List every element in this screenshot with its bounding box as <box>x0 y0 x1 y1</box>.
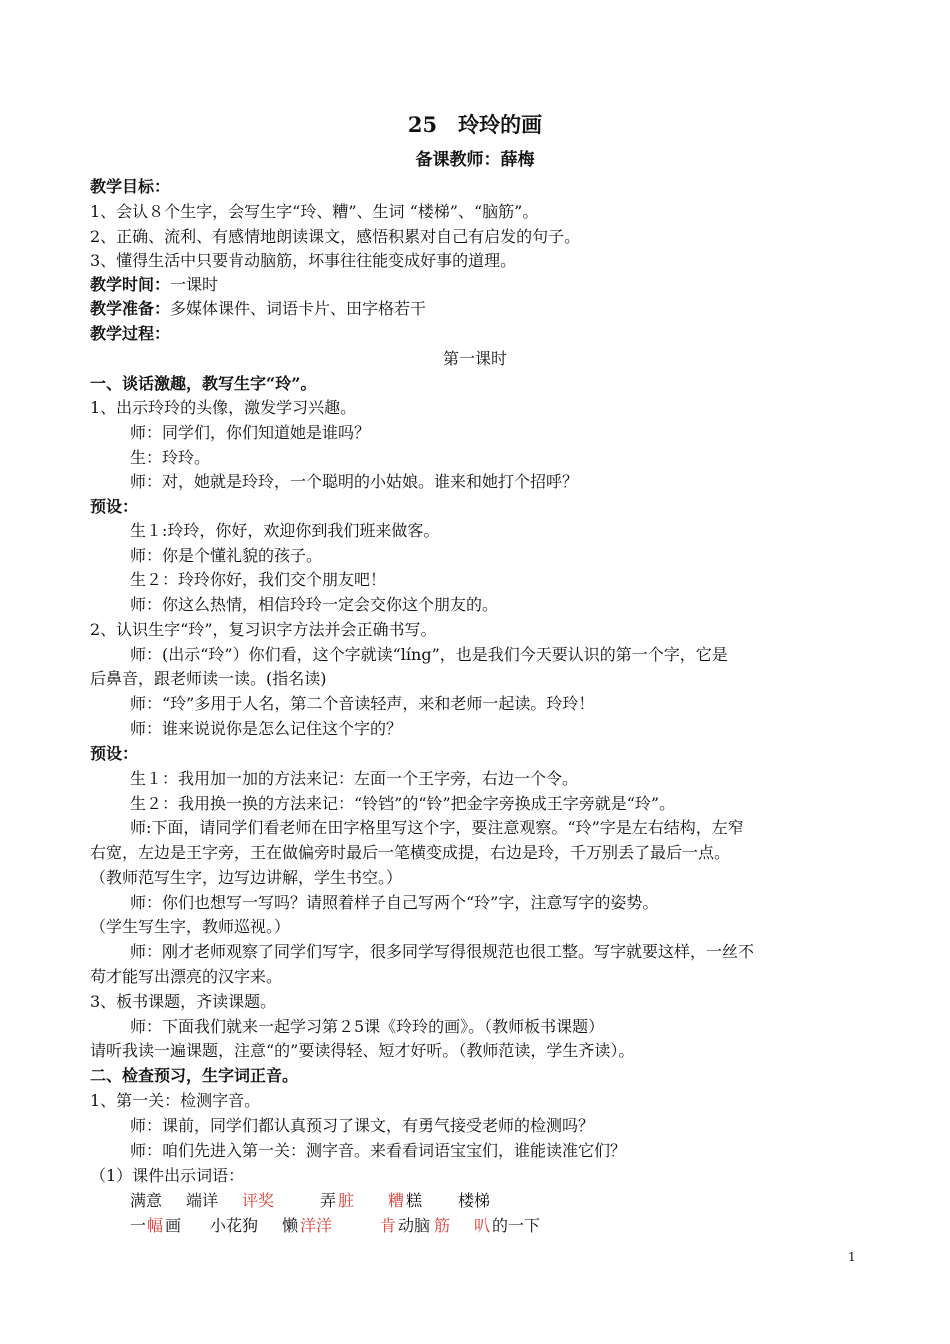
dialogue-line: 师：咱们先进入第一关：测字音。来看看词语宝宝们，谁能读准它们？ <box>130 1141 627 1160</box>
teaching-time-label: 教学时间： <box>90 275 171 294</box>
dialogue-line: 师:下面，请同学们看老师在田字格里写这个字，要注意观察。“玲”字是左右结构，左窄 <box>130 818 744 837</box>
teaching-prep-value: 多媒体课件、词语卡片、田字格若干 <box>170 299 427 318</box>
vocab-char-highlight: 糟 <box>388 1191 405 1210</box>
dialogue-line: 后鼻音，跟老师读一读。(指名读) <box>90 669 327 688</box>
dialogue-line: 生１：我用加一加的方法来记：左面一个王字旁，右边一个令。 <box>130 769 579 788</box>
dialogue-line: 师：你这么热情，相信玲玲一定会交你这个朋友的。 <box>130 595 499 614</box>
dialogue-line: （教师范写生字，边写边讲解，学生书空。） <box>90 868 403 887</box>
dialogue-line: 生１:玲玲，你好，欢迎你到我们班来做客。 <box>130 521 440 540</box>
vocab-word-part: 的一下 <box>492 1216 541 1235</box>
dialogue-line: 师：谁来说说你是怎么记住这个字的？ <box>130 719 403 738</box>
process-heading: 教学过程： <box>90 324 171 343</box>
vocab-word-part: 一 <box>130 1216 147 1235</box>
objective-3: 3、懂得生活中只要肯动脑筋，坏事往往能变成好事的道理。 <box>90 251 517 270</box>
dialogue-line: 右宽，左边是王字旁，王在做偏旁时最后一笔横变成提，右边是玲，千万别丢了最后一点。 <box>90 843 731 862</box>
vocab-char-highlight: 肯 <box>380 1216 397 1235</box>
section1-step2: 2、认识生字“玲”，复习识字方法并会正确书写。 <box>90 620 437 639</box>
lesson-title: 25 玲玲的画 <box>407 112 543 137</box>
vocab-word-part: 动脑 <box>398 1216 431 1235</box>
lesson-label: 第一课时 <box>442 349 507 368</box>
vocab-word-part: 糕 <box>406 1191 423 1210</box>
vocab-word: 楼梯 <box>458 1191 491 1210</box>
dialogue-line: 师：刚才老师观察了同学们写字，很多同学写得很规范也很工整。写字就要这样，一丝不 <box>130 942 755 961</box>
vocab-word-part: 画 <box>165 1216 182 1235</box>
dialogue-line: 师：对，她就是玲玲，一个聪明的小姑娘。谁来和她打个招呼？ <box>130 472 579 491</box>
teaching-time-value: 一课时 <box>170 275 219 294</box>
dialogue-line: 苟才能写出漂亮的汉字来。 <box>90 967 283 986</box>
teaching-time <box>90 275 870 295</box>
vocab-word-highlight: 评奖 <box>242 1191 275 1210</box>
vocab-char-highlight: 筋 <box>434 1216 451 1235</box>
section1-heading: 一、谈话激趣，教写生字“玲”。 <box>90 374 317 393</box>
section2-heading: 二、检查预习，生字词正音。 <box>90 1066 299 1085</box>
vocab-word-part: 懒 <box>282 1216 299 1235</box>
vocab-char-highlight: 脏 <box>338 1191 355 1210</box>
section2-step1: 1、第一关：检测字音。 <box>90 1091 261 1110</box>
vocab-char-highlight: 幅 <box>147 1216 164 1235</box>
teaching-prep-label: 教学准备： <box>90 299 171 318</box>
objective-1: 1、会认８个生字，会写生字“玲、糟”、生词 “楼梯”、“脑筋”。 <box>90 202 539 221</box>
objectives-heading: 教学目标： <box>90 177 171 196</box>
dialogue-line: 师：(出示“玲”）你们看，这个字就读“líng”，也是我们今天要认识的第一个字，它是 <box>130 645 728 664</box>
dialogue-line: 师：你是个懂礼貌的孩子。 <box>130 546 323 565</box>
dialogue-line: 生：玲玲。 <box>130 448 211 467</box>
vocab-char-highlight: 叭 <box>474 1216 491 1235</box>
dialogue-line: 师：你们也想写一写吗？请照着样子自己写两个“玲”字，注意写字的姿势。 <box>130 893 659 912</box>
preset-heading: 预设： <box>90 744 139 763</box>
vocab-word: 小花狗 <box>210 1216 259 1235</box>
dialogue-line: （学生写生字，教师巡视。） <box>90 917 291 936</box>
dialogue-line: 生２：我用换一换的方法来记：“铃铛”的“铃”把金字旁换成王字旁就是“玲”。 <box>130 794 676 813</box>
dialogue-line: 师：同学们，你们知道她是谁吗？ <box>130 423 371 442</box>
page-number: 1 <box>848 1250 856 1264</box>
teaching-prep <box>90 299 870 319</box>
dialogue-line: 师：“玲”多用于人名，第二个音读轻声，来和老师一起读。玲玲！ <box>130 694 595 713</box>
author-line: 备课教师：薛梅 <box>415 150 535 170</box>
vocab-word: 满意 <box>130 1191 163 1210</box>
words-title: （1）课件出示词语： <box>90 1166 245 1185</box>
preset-heading: 预设： <box>90 497 139 516</box>
dialogue-line: 师：下面我们就来一起学习第２5课《玲玲的画》。（教师板书课题） <box>130 1017 605 1036</box>
section1-step3: 3、板书课题，齐读课题。 <box>90 992 277 1011</box>
section1-step1: 1、出示玲玲的头像，激发学习兴趣。 <box>90 398 357 417</box>
vocab-word: 端详 <box>186 1191 219 1210</box>
vocab-word-part: 弄 <box>320 1191 337 1210</box>
vocab-word-highlight: 洋洋 <box>300 1216 333 1235</box>
dialogue-line: 生２：玲玲你好，我们交个朋友吧！ <box>130 570 387 589</box>
dialogue-line: 请听我读一遍课题，注意“的”要读得轻、短才好听。（教师范读，学生齐读）。 <box>90 1041 635 1060</box>
objective-2: 2、正确、流利、有感情地朗读课文，感悟积累对自己有启发的句子。 <box>90 227 581 246</box>
dialogue-line: 师：课前，同学们都认真预习了课文，有勇气接受老师的检测吗？ <box>130 1116 595 1135</box>
